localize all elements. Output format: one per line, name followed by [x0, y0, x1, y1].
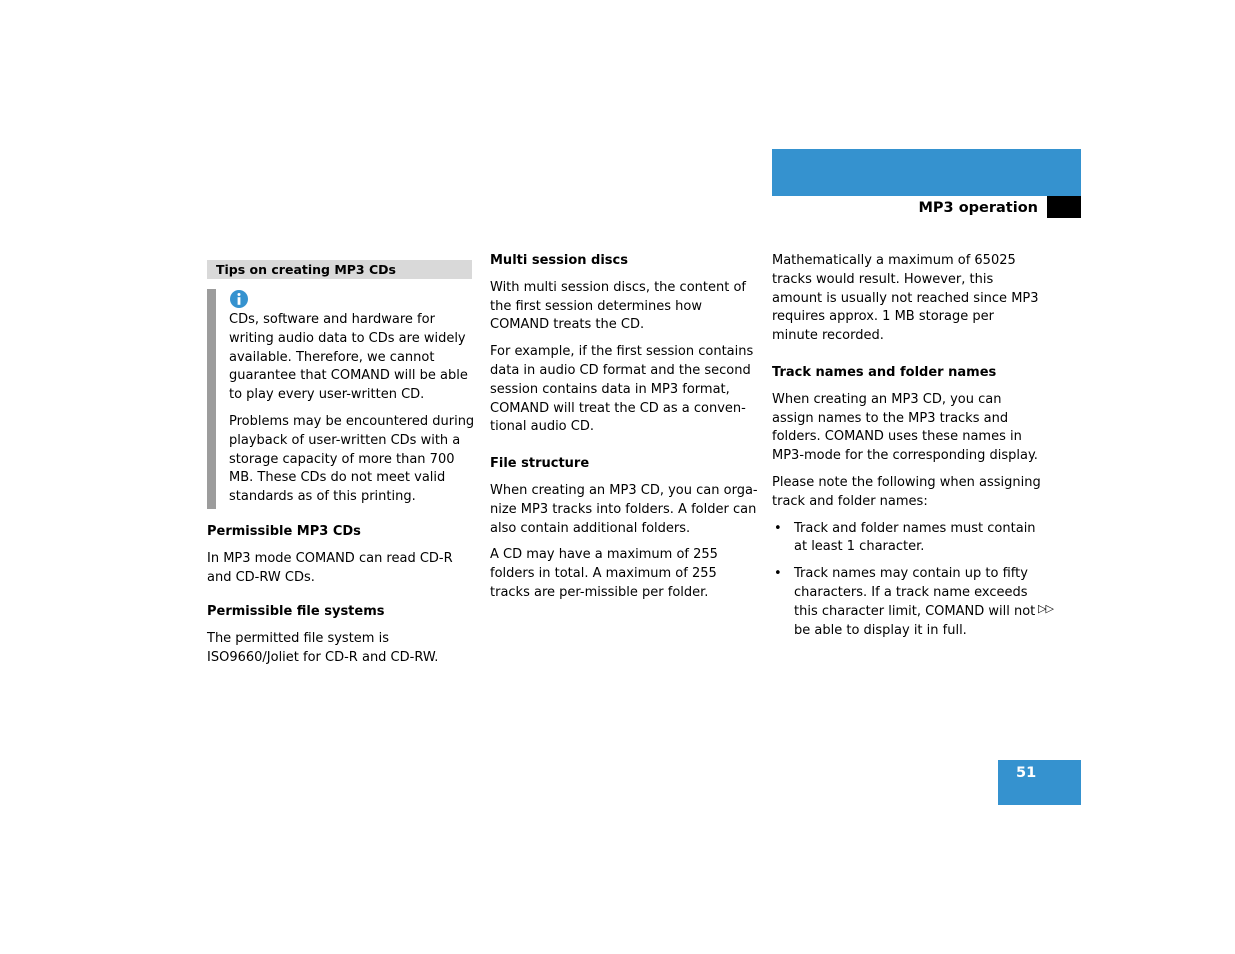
heading-track-names: Track names and folder names: [772, 364, 997, 380]
chapter-title: Audio: [1138, 168, 1191, 187]
list-item: • Track and folder names must contain at least 1 character.: [772, 520, 1042, 558]
column-middle: [490, 252, 760, 611]
note-paragraph: Problems may be encountered during playback of user-written CDs with a storage capacity of more than 700 MB. These CDs do not meet valid standards as of this printing.: [229, 413, 475, 505]
naming-rules-list: [772, 520, 1042, 641]
paragraph-max-tracks: Mathematically a maximum of 65025 tracks would result. However, this amount is usually not reached since MP3 requires approx. 1 MB storage per minute recorded.: [772, 253, 1039, 344]
list-item: • Track names may contain up to fifty characters. If a track name exceeds this character limit, COMAND will not be able to display it in full.: [772, 565, 1042, 640]
column-right: [772, 252, 1042, 648]
chapter-header-band: [772, 149, 1081, 196]
note-paragraph: CDs, software and hardware for writing audio data to CDs are widely available. Therefore, we cannot guarantee that COMAND will be able to play every user-written CD.: [229, 312, 468, 403]
paragraph-permissible-cds: In MP3 mode COMAND can read CD-R and CD-RW CDs.: [207, 550, 453, 585]
paragraph-file-structure: A CD may have a maximum of 255 folders in total. A maximum of 255 tracks are per-missible per folder.: [490, 547, 718, 600]
paragraph-track-names: When creating an MP3 CD, you can assign names to the MP3 tracks and folders. COMAND uses these names in MP3-mode for the corresponding display.: [772, 391, 1038, 464]
paragraph-multi-session: For example, if the first session contains data in audio CD format and the second session contains data in MP3 format, COMAND will treat the CD as a conven-tional audio CD.: [490, 344, 754, 435]
paragraph-file-structure: When creating an MP3 CD, you can orga-nize MP3 tracks into folders. A folder can also contain additional folders.: [490, 482, 758, 536]
heading-file-structure: File structure: [490, 456, 590, 472]
column-left: [207, 260, 475, 676]
page-number: 51: [1016, 765, 1037, 781]
heading-file-systems: Permissible file systems: [207, 604, 385, 620]
page-number-box: [998, 760, 1081, 805]
section-marker-block: [1047, 196, 1081, 218]
paragraph-track-names: Please note the following when assigning track and folder names:: [772, 474, 1041, 509]
continued-arrows-icon: ▷▷: [1038, 602, 1053, 615]
info-note: [207, 289, 475, 507]
info-icon: [229, 289, 249, 309]
heading-multi-session: Multi session discs: [490, 253, 628, 268]
paragraph-multi-session: With multi session discs, the content of the first session determines how COMAND treats the CD.: [490, 279, 746, 333]
note-side-rule: [207, 289, 216, 509]
paragraph-file-systems: The permitted file system is ISO9660/Joliet for CD-R and CD-RW.: [207, 631, 439, 665]
section-title: MP3 operation: [918, 200, 1038, 216]
heading-permissible-cds: Permissible MP3 CDs: [207, 523, 361, 539]
tips-heading: Tips on creating MP3 CDs: [207, 260, 472, 279]
